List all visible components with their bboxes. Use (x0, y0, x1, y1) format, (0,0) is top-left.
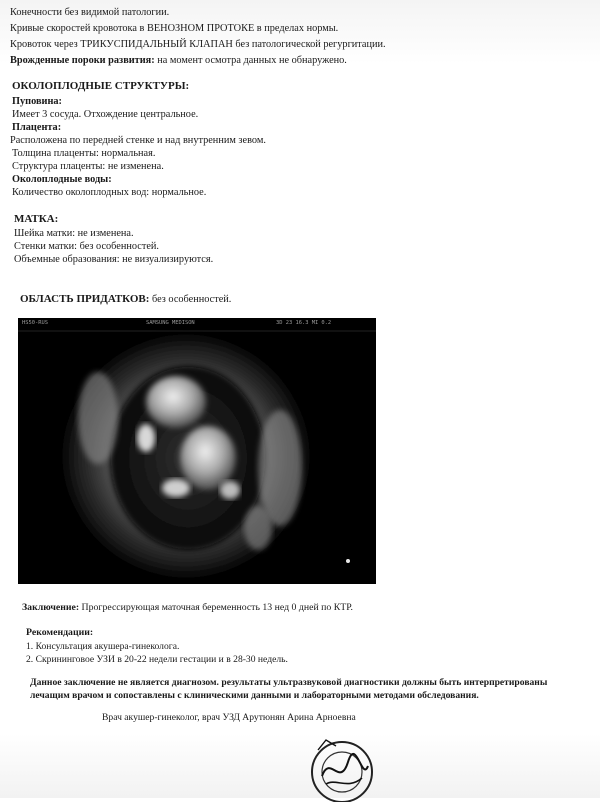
recommendation-item: 2. Скрининговое УЗИ в 20-22 недели гестации и в 28-30 недель. (26, 654, 288, 665)
us-header-left: HS50-RUS (22, 320, 48, 326)
signature-stroke (326, 778, 362, 784)
lower-structure (244, 506, 272, 550)
recommendations-title: Рекомендации: (26, 627, 94, 638)
disclaimer-line-2: лечащим врачом и сопоставлены с клиническими данными и лабораторными методами обследования. (30, 690, 479, 701)
doctor-signature-line: Врач акушер-гинеколог, врач УЗД Арутюнян Арина Арноевна (102, 712, 356, 723)
adnexa-line (20, 293, 231, 306)
adnexa-label: ОБЛАСТЬ ПРИДАТКОВ: (20, 293, 150, 305)
us-header-right: 3D 23 16.3 MI 0.2 (276, 320, 332, 326)
placenta-location: Расположена по передней стенке и над внутренним зевом. (10, 135, 266, 146)
ultrasound-render (18, 318, 376, 584)
malformations-value: на момент осмотра данных не обнаружено. (154, 55, 347, 66)
us-marker-dot (346, 559, 350, 563)
fetal-arm (137, 424, 155, 452)
recommendation-item: 1. Консультация акушера-гинеколога. (26, 641, 180, 652)
fetal-head (146, 376, 206, 428)
us-header-rule (18, 330, 376, 332)
fetal-limb (162, 479, 190, 497)
uterus-masses: Объемные образования: не визуализируются. (14, 254, 214, 265)
us-header-mid: SAMSUNG MEDISON (146, 320, 195, 326)
doctor-stamp (296, 732, 388, 802)
line-venous-duct: Кривые скоростей кровотока в ВЕНОЗНОМ ПРОТОКЕ в пределах нормы. (10, 23, 339, 34)
left-wall (78, 372, 118, 464)
conclusion-label: Заключение: (22, 602, 80, 613)
adnexa-value: без особенностей. (149, 294, 232, 305)
conclusion (22, 602, 353, 613)
structures-title: ОКОЛОПЛОДНЫЕ СТРУКТУРЫ: (12, 80, 190, 92)
uterus-walls: Стенки матки: без особенностей. (14, 241, 159, 252)
water-text: Количество околоплодных вод: нормальное. (12, 187, 207, 198)
ultrasound-image (18, 318, 376, 584)
cord-text: Имеет 3 сосуда. Отхождение центральное. (12, 109, 199, 120)
fetal-limb-2 (220, 481, 240, 499)
malformations-label: Врожденные пороки развития: (10, 55, 155, 66)
cord-title: Пуповина: (12, 96, 62, 107)
placenta-thickness: Толщина плаценты: нормальная. (12, 148, 156, 159)
disclaimer-line-1: Данное заключение не является диагнозом. результаты ультразвуковой диагностики должны быть интерпретированы (30, 677, 548, 688)
line-limbs: Конечности без видимой патологии. (10, 7, 170, 18)
line-malformations (10, 54, 347, 67)
placenta-structure: Структура плаценты: не изменена. (12, 161, 164, 172)
placenta-title: Плацента: (12, 122, 62, 133)
water-title: Околоплодные воды: (12, 174, 112, 185)
conclusion-text: Прогрессирующая маточная беременность 13 нед 0 дней по КТР. (79, 602, 353, 613)
uterus-cervix: Шейка матки: не изменена. (14, 228, 134, 239)
uterus-title: МАТКА: (14, 213, 59, 225)
fetal-body (180, 426, 236, 490)
line-tricuspid: Кровоток через ТРИКУСПИДАЛЬНЫЙ КЛАПАН без патологической регургитации. (10, 39, 386, 50)
